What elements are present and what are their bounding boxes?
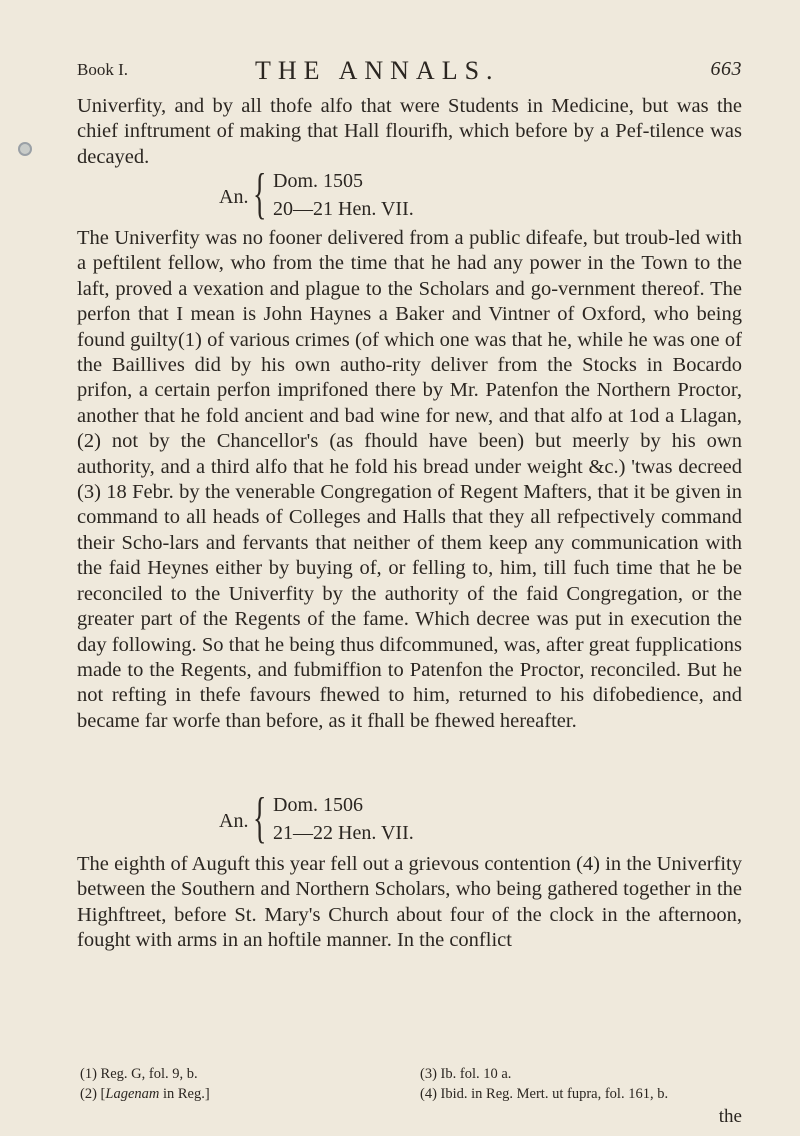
catchword: the — [718, 1106, 742, 1127]
date-regnal-year: 20—21 Hen. VII. — [273, 198, 414, 220]
paragraph-3-text: The eighth of Auguft this year fell out a grievous contention (4) in the Univerfity between the Southern and Northern Scholars, who being gathered together in the Highftreet, before St. Mary's Church about four of the clock in the afternoon, fought with arms in an hoftile manner. In the conflict — [77, 853, 742, 952]
running-title: THE ANNALS. — [255, 56, 500, 85]
date-dom-year: Dom. 1506 — [273, 794, 363, 816]
paragraph-1 — [77, 94, 742, 170]
footnote-2-number: (2) [ — [80, 1086, 106, 1102]
footnote-2 — [80, 1085, 210, 1104]
paragraph-2 — [77, 226, 742, 734]
date-an-label: An. — [219, 186, 249, 208]
brace-icon: { — [253, 163, 267, 225]
page-number: 663 — [710, 58, 742, 80]
date-dom-year: Dom. 1505 — [273, 170, 363, 192]
footnote-2-rest: in Reg.] — [159, 1086, 210, 1102]
footnote-1: (1) Reg. G, fol. 9, b. — [80, 1066, 198, 1082]
brace-icon: { — [253, 787, 267, 849]
paragraph-2-text: The Univerfity was no fooner delivered from a public difeafe, but troub-led with a peftilent fellow, who from the time that he had any power in the Town to the laft, proved a vexation and plague to the Scholars and go-vernment thereof. The perfon that I mean is John Haynes a Baker and Vintner of Oxford, who being found guilty(1) of various crimes (of which one was that he, while he was one of the Baillives did by his own autho-rity deliver from the Stocks in Bocardo prifon, a certain perfon imprifoned there by Mr. Patenfon the Northern Proctor, another that he fold ancient and bad wine for new, and that alfo at 1od a Llagan,(2) not by the Chancellor's (as fhould have been) but meerly by his own authority, and a third alfo that he fold his bread under weight &c.) 'twas decreed (3) 18 Febr. by the venerable Congregation of Regent Mafters, that it be given in command to all heads of Colleges and Halls that they all refpectively command their Scho-lars and fervants that neither of them keep any communication with the faid Heynes either by buying of, or felling to, him, till fuch time that he be reconciled to the Univerfity by the authority of the faid Congregation, or the greater part of the Regents of the fame. Which decree was put in execution the day following. So that he being thus difcommuned, was, after great fupplications made to the Regents, and fubmiffion to Patenfon the Proctor, reconciled. But he not refting in thefe favours fhewed to him, returned to his difobedience, and became far worfe than before, as it fhall be fhewed hereafter. — [77, 227, 742, 732]
book-label: Book I. — [77, 60, 128, 79]
binding-hole-mark — [18, 142, 32, 156]
paragraph-1-text: Univerfity, and by all thofe alfo that were Students in Medicine, but was the chief inftrument of making that Hall flourifh, which before by a Pef-tilence was decayed. — [77, 95, 742, 168]
paragraph-3 — [77, 852, 742, 954]
footnote-2-italic: Lagenam — [105, 1086, 160, 1102]
footnote-3: (3) Ib. fol. 10 a. — [420, 1066, 512, 1082]
footnote-4: (4) Ibid. in Reg. Mert. ut fupra, fol. 161, b. — [420, 1086, 669, 1102]
running-header — [77, 52, 742, 88]
date-regnal-year: 21—22 Hen. VII. — [273, 822, 414, 844]
date-an-label: An. — [219, 810, 249, 832]
